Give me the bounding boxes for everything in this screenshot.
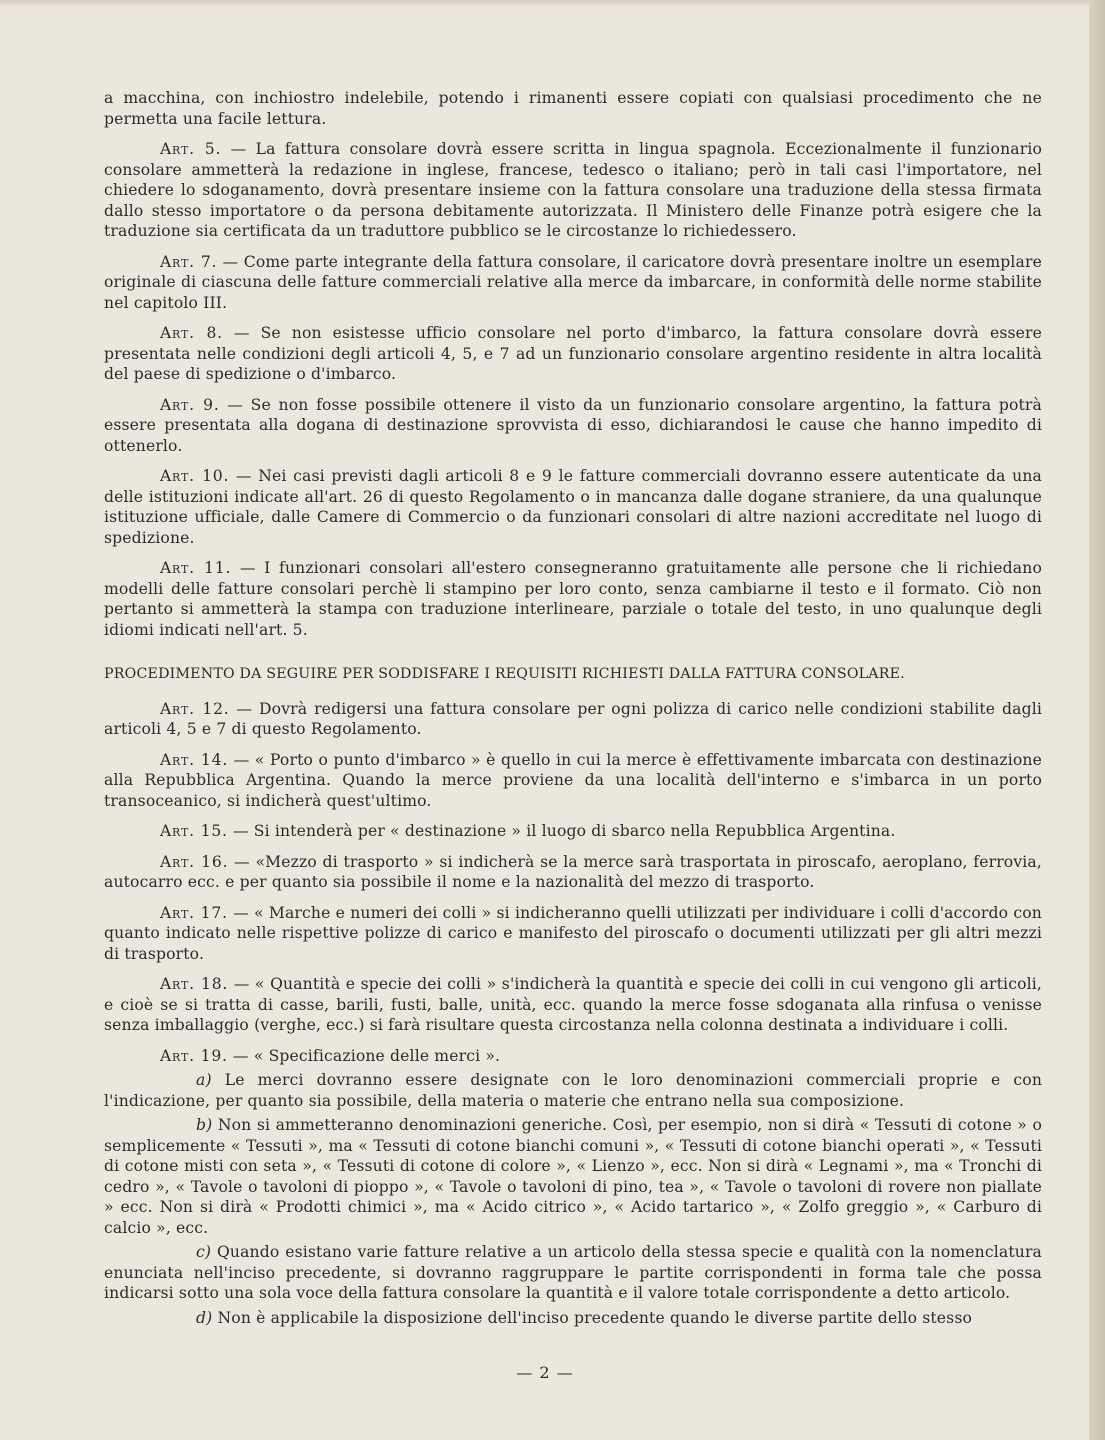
article-12 bbox=[104, 699, 1042, 740]
article-text: — « Specificazione delle merci ». bbox=[232, 1046, 501, 1065]
document-body bbox=[104, 88, 1042, 1332]
clause-text: Quando esistano varie fatture relative a un articolo della stessa specie e qualità con la nomenclatura enunciata nell'inciso precedente, si dovranno raggruppare le partite corrispondenti in forma tale che possa indicarsi sotto una sola voce della fattura consolare la quantità e il valore totale corrispondente a detto articolo. bbox=[104, 1243, 1043, 1302]
paragraph-continuation: a macchina, con inchiostro indelebile, potendo i rimanenti essere copiati con qualsiasi procedimento che ne permetta una facile lettura. bbox=[104, 89, 1042, 128]
clause-b bbox=[104, 1115, 1042, 1238]
article-text: — « Porto o punto d'imbarco » è quello in cui la merce è effettivamente imbarcata con destinazione alla Repubblica Argentina. Quando la merce proviene da una località dell'interno e s'imbarca in un porto transoceanico, si indicherà quest'ultimo. bbox=[104, 750, 1042, 810]
article-label: Art. 10. bbox=[160, 467, 230, 485]
article-label: Art. 15. bbox=[160, 822, 228, 840]
article-19 bbox=[104, 1046, 1042, 1067]
article-text: — « Quantità e specie dei colli » s'indicherà la quantità e specie dei colli in cui vengono gli articoli, e cioè se si tratta di casse, barili, fusti, balle, unità, ecc. quando la merce fosse sdoganata alla rinfusa o venisse senza imballaggio (verghe, ecc.) si farà risultare questa circostanza nella colonna destinata a individuare i colli. bbox=[104, 975, 1043, 1034]
article-label: Art. 5. bbox=[160, 140, 222, 158]
article-text: — Dovrà redigersi una fattura consolare per ogni polizza di carico nelle condizioni stabilite dagli articoli 4, 5 e 7 di questo Regolamento. bbox=[104, 699, 1042, 738]
article-text: — « Marche e numeri dei colli » si indicheranno quelli utilizzati per individuare i colli d'accordo con quanto indicato nelle rispettive polizze di carico e manifesto del piroscafo o documenti utilizzati per gli altri mezzi di trasporto. bbox=[104, 903, 1042, 963]
article-text: — I funzionari consolari all'estero consegneranno gratuitamente alle persone che li richiedano modelli delle fatture consolari perchè li stampino per loro conto, senza cambiarne il testo e il formato. Ciò non pertanto si ammetterà la stampa con traduzione interlineare, parziale o totale del testo, in uno qualunque degli idiomi indicati nell'art. 5. bbox=[104, 559, 1042, 639]
clause-c bbox=[104, 1242, 1042, 1304]
article-14 bbox=[104, 750, 1042, 812]
article-8 bbox=[104, 323, 1042, 385]
article-11 bbox=[104, 558, 1042, 640]
article-text: — Come parte integrante della fattura consolare, il caricatore dovrà presentare inoltre un esemplare originale di ciascuna delle fatture commerciali relative alla merce da imbarcare, in conformità delle norme stabilite nel capitolo III. bbox=[104, 252, 1042, 312]
clause-text: Non si ammetteranno denominazioni generiche. Così, per esempio, non si dirà « Tessuti di cotone » o semplicemente « Tessuti », ma « Tessuti di cotone bianchi comuni », « Tessuti di cotone bianchi operati », « Tessuti di cotone misti con seta », « Tessuti di cotone di colore », « Lienzo », ecc. Non si dirà « Legnami », ma « Tronchi di cedro », « Tavole o tavoloni di pioppo », « Tavole o tavoloni di pino, tea », « Tavole o tavoloni di rovere non piallate » ecc. Non si dirà « Prodotti chimici », ma « Acido citrico », « Acido tartarico », « Zolfo greggio », « Carburo di calcio », ecc. bbox=[104, 1116, 1043, 1237]
article-label: Art. 8. bbox=[160, 324, 223, 342]
clause-label: d) bbox=[196, 1308, 213, 1327]
clause-a bbox=[104, 1070, 1042, 1111]
page-top-edge bbox=[0, 0, 1105, 8]
clause-label: a) bbox=[196, 1071, 212, 1089]
article-text: — Si intenderà per « destinazione » il luogo di sbarco nella Repubblica Argentina. bbox=[232, 822, 896, 840]
clause-label: b) bbox=[196, 1116, 213, 1134]
article-text: — Nei casi previsti dagli articoli 8 e 9 le fatture commerciali dovranno essere autenticate da una delle istituzioni indicate all'art. 26 di questo Regolamento o in mancanza dalle dogane straniere, da una qualunque istituzione ufficiale, dalle Camere di Commercio o da funzionari consolari di altre nazioni accreditate nel luogo di spedizione. bbox=[104, 467, 1042, 547]
article-9 bbox=[104, 395, 1042, 457]
clause-text: Non è applicabile la disposizione dell'inciso precedente quando le diverse partite dello stesso bbox=[217, 1308, 973, 1327]
clause-label: c) bbox=[196, 1243, 212, 1261]
article-label: Art. 14. bbox=[160, 750, 229, 769]
article-5 bbox=[104, 139, 1042, 242]
article-label: Art. 19. bbox=[160, 1046, 228, 1065]
section-heading: PROCEDIMENTO DA SEGUIRE PER SODDISFARE I REQUISITI RICHIESTI DALLA FATTURA CONSOLARE. bbox=[104, 666, 905, 682]
article-text: — La fattura consolare dovrà essere scritta in lingua spagnola. Eccezionalmente il funzionario consolare ammetterà la redazione in inglese, francese, tedesco o italiano; però in tali casi l'importatore, nel chiedere lo sdoganamento, dovrà presentare insieme con la fattura consolare una traduzione della stessa firmata dallo stesso importatore o da persona debitamente autorizzata. Il Ministero delle Finanze potrà esigere che la traduzione sia certificata da un traduttore pubblico se le circostanze lo richiedessero. bbox=[104, 140, 1042, 240]
article-10 bbox=[104, 466, 1042, 548]
article-label: Art. 9. bbox=[160, 395, 220, 414]
article-17 bbox=[104, 903, 1042, 965]
article-7 bbox=[104, 252, 1042, 314]
page-number: — 2 — bbox=[516, 1363, 574, 1382]
article-16 bbox=[104, 852, 1042, 893]
article-label: Art. 17. bbox=[160, 903, 228, 922]
clause-d bbox=[104, 1308, 1042, 1329]
article-label: Art. 12. bbox=[160, 699, 230, 718]
article-15 bbox=[104, 821, 1042, 842]
article-18 bbox=[104, 974, 1042, 1036]
article-label: Art. 18. bbox=[160, 975, 229, 993]
clause-text: Le merci dovranno essere designate con le loro denominazioni commerciali proprie e con l'indicazione, per quanto sia possibile, della materia o materie che entrano nella sua composizione. bbox=[104, 1071, 1043, 1110]
article-label: Art. 16. bbox=[160, 852, 229, 871]
article-label: Art. 11. bbox=[160, 559, 232, 577]
article-text: — Se non fosse possibile ottenere il visto da un funzionario consolare argentino, la fattura potrà essere presentata alla dogana di destinazione sprovvista di esso, dichiarandosi le cause che hanno impedito di ottenerlo. bbox=[104, 395, 1042, 455]
page-right-edge bbox=[1089, 0, 1105, 1440]
article-label: Art. 7. bbox=[160, 252, 218, 271]
article-text: — «Mezzo di trasporto » si indicherà se la merce sarà trasportata in piroscafo, aeroplano, ferrovia, autocarro ecc. e per quanto sia possibile il nome e la nazionalità del mezzo di trasporto. bbox=[104, 852, 1042, 891]
article-text: — Se non esistesse ufficio consolare nel porto d'imbarco, la fattura consolare dovrà essere presentata nelle condizioni degli articoli 4, 5, e 7 ad un funzionario consolare argentino residente in altra località del paese di spedizione o d'imbarco. bbox=[104, 324, 1043, 383]
